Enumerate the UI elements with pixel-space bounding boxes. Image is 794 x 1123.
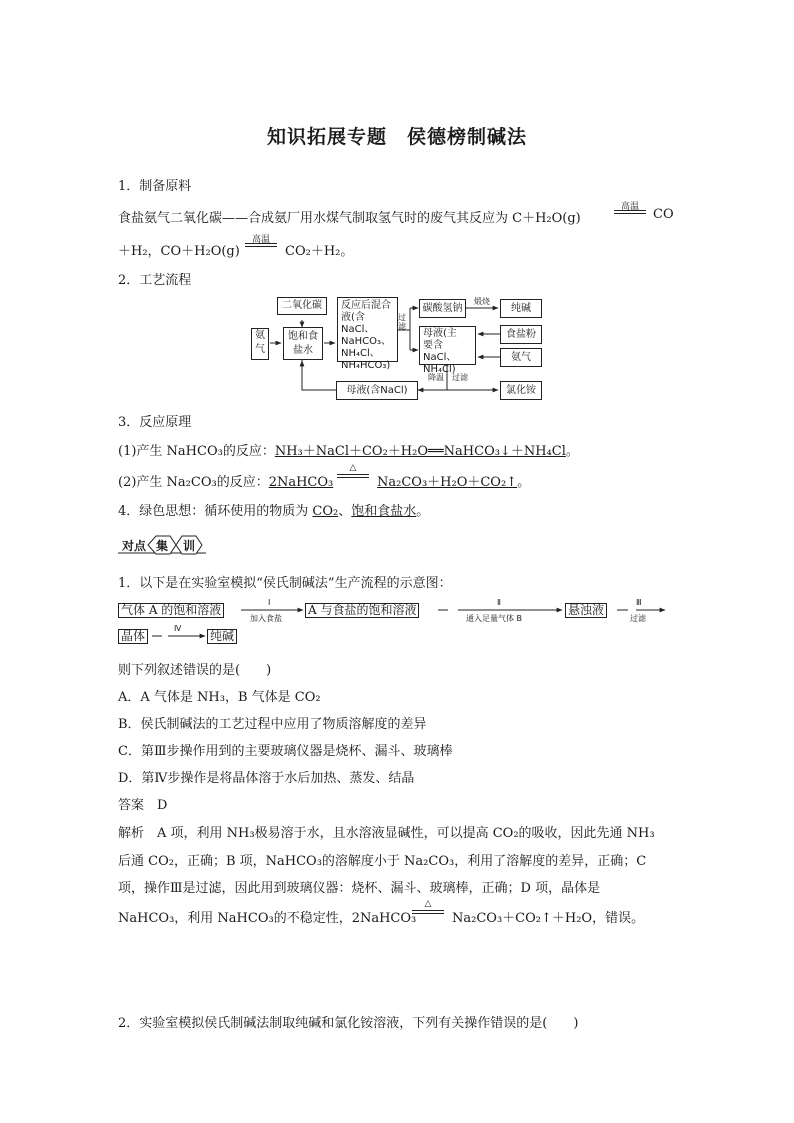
section-1-p2-end: CO₂＋H₂。 <box>285 244 354 259</box>
flow-cool-filter-label: 降温 过滤 <box>428 373 468 382</box>
flow-nh3-left-box: 氨气 <box>251 328 269 360</box>
condition-high-temp-1: 高温 <box>612 199 648 217</box>
section-1-heading: 1．制备原料 <box>118 179 192 194</box>
analysis-line-2: 后通 CO₂，正确；B 项，NaHCO₃的溶解度小于 Na₂CO₃，利用了溶解度的差异，正确；C <box>118 854 647 869</box>
flow-mix-box: 反应后混合 液(含NaCl、 NaHCO₃、 NH₄Cl、 NH₄HCO₃) <box>337 297 398 362</box>
flow-nh4cl-box: 氯化铵 <box>500 381 542 400</box>
flow-brine-box: 饱和食盐水 <box>283 327 323 360</box>
analysis-line-4: NaHCO₃，利用 NaHCO₃的不稳定性，2NaHCO₃ <box>118 911 417 926</box>
answer: 答案 D <box>118 798 168 813</box>
flow-mother-nacl-box: 母液(含NaCl) <box>336 381 418 400</box>
question-2-stem: 2．实验室模拟侯氏制碱法制取纯碱和氯化铵溶液，下列有关操作错误的是( ) <box>118 1016 579 1031</box>
condition-high-temp-2: 高温 <box>243 232 279 250</box>
flow-filter-label: 过滤 <box>398 313 406 331</box>
page-title: 知识拓展专题 侯德榜制碱法 <box>266 126 527 148</box>
section-2-heading: 2．工艺流程 <box>118 273 192 288</box>
flow-nahco3-box: 碳酸氢钠 <box>419 299 466 318</box>
section-3-heading: 3．反应原理 <box>118 415 192 430</box>
q1-flow-step-3: 悬浊液 <box>565 603 607 618</box>
q1-flow-step-4: 晶体 <box>118 629 148 644</box>
question-1-ask: 则下列叙述错误的是( ) <box>118 663 272 678</box>
q1-flow-step-1: 气体 A 的饱和溶液 <box>118 603 224 618</box>
flow-nh3-right-box: 氨气 <box>500 348 542 367</box>
flow-calcine-label: 煅烧 <box>474 297 490 306</box>
q1-flow-step-5: 纯碱 <box>207 629 237 644</box>
option-a: A．A 气体是 NH₃，B 气体是 CO₂ <box>118 690 321 705</box>
reaction-1-equation: NH₃＋NaCl＋CO₂＋H₂O══NaHCO₃↓＋NH₄Cl <box>274 444 566 459</box>
flow-soda-box: 纯碱 <box>500 299 542 318</box>
analysis-line-4-end: Na₂CO₃＋CO₂↑＋H₂O，错误。 <box>452 911 645 926</box>
option-c: C．第Ⅲ步操作用到的主要玻璃仪器是烧杯、漏斗、玻璃棒 <box>118 744 453 759</box>
condition-heat-2: △ <box>410 899 446 917</box>
q1-flow-step-2: A 与食盐的饱和溶液 <box>305 603 419 618</box>
flow-mother-liquor-box: 母液(主 要含NaCl、 NH₄Cl) <box>419 326 476 365</box>
reaction-1: (1)产生 NaHCO₃的反应：NH₃＋NaCl＋CO₂＋H₂O══NaHCO₃↓＋NH₄Cl。 <box>118 444 579 459</box>
reaction-2: (2)产生 Na₂CO₃的反应：2NaHCO₃ <box>118 475 334 490</box>
option-d: D．第Ⅳ步操作是将晶体溶于水后加热、蒸发、结晶 <box>118 771 415 786</box>
question-1-stem: 1．以下是在实验室模拟“侯氏制碱法”生产流程的示意图： <box>118 576 452 591</box>
practice-badge: 对点 集 训 <box>118 534 208 556</box>
section-1-p2: ＋H₂，CO＋H₂O(g) <box>118 244 240 259</box>
section-4-green: 4．绿色思想：循环使用的物质为 CO₂、饱和食盐水。 <box>118 504 430 519</box>
option-b: B．侯氏制碱法的工艺过程中应用了物质溶解度的差异 <box>118 717 427 732</box>
condition-heat-1: △ <box>335 463 371 481</box>
analysis-line-3: 项，操作Ⅲ是过滤，因此用到玻璃仪器：烧杯、漏斗、玻璃棒，正确；D 项，晶体是 <box>118 881 601 896</box>
section-1-p1-end: CO <box>653 207 674 222</box>
analysis-line-1: 解析 A 项，利用 NH₃极易溶于水，且水溶液显碱性，可以提高 CO₂的吸收，因此先通 NH₃ <box>118 826 655 841</box>
reaction-2-products: Na₂CO₃＋H₂O＋CO₂↑。 <box>377 475 531 490</box>
flow-co2-box: 二氧化碳 <box>277 297 327 315</box>
section-1-p1: 食盐氨气二氧化碳——合成氨厂用水煤气制取氢气时的废气其反应为 C＋H₂O(g) <box>118 211 581 226</box>
flow-salt-box: 食盐粉 <box>500 325 542 344</box>
